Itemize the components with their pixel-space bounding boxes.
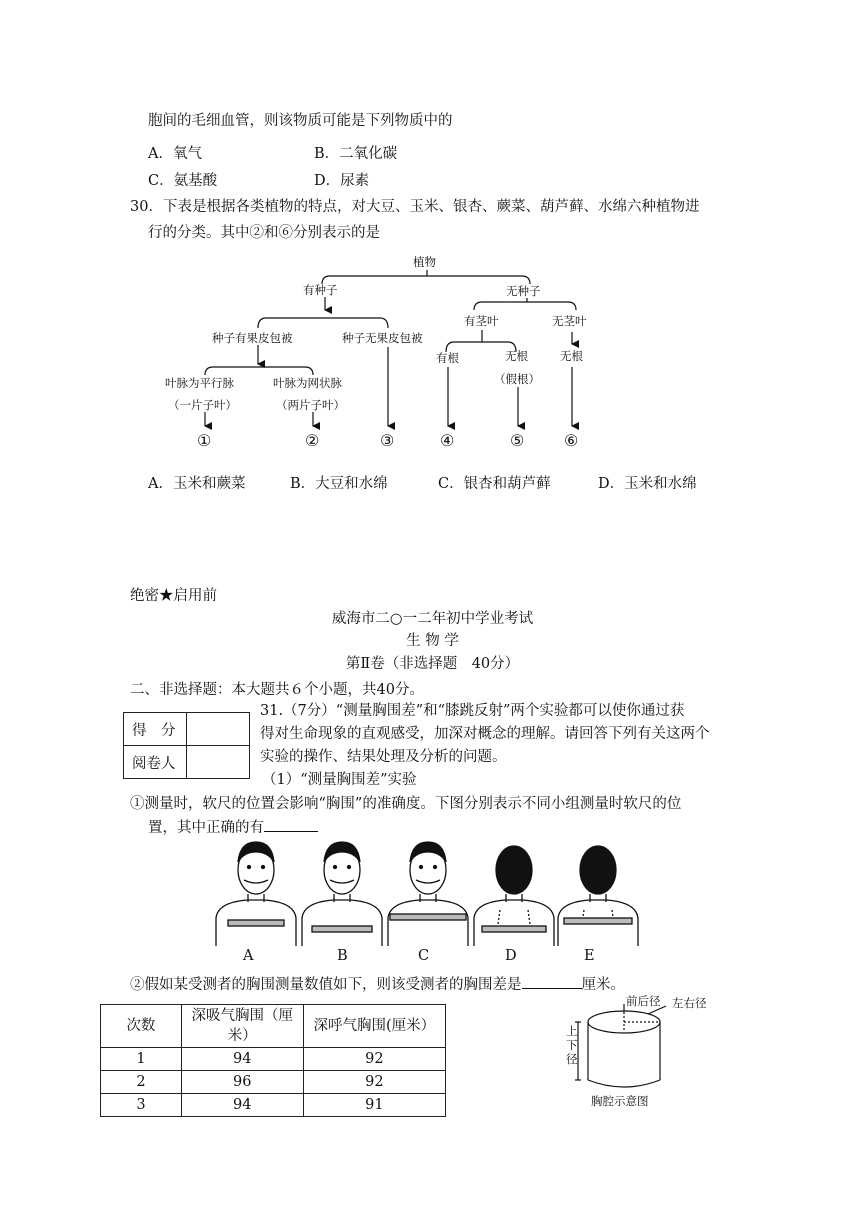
tree-noseed: 无种子 (506, 284, 541, 298)
table-cell: 91 (303, 1094, 445, 1117)
q30-stem-line2: 行的分类。其中②和⑥分别表示的是 (148, 225, 380, 241)
q31-p1-line2-text: 置，其中正确的有 (148, 820, 264, 836)
figure-a (216, 842, 296, 946)
q29-option-b: B．二氧化碳 (314, 146, 398, 162)
tree-leaf-6: ⑥ (564, 431, 579, 450)
table-header-exhale: 深呼气胸围(厘米） (303, 1005, 445, 1048)
table-row (101, 1071, 446, 1094)
table-cell: 92 (303, 1071, 445, 1094)
q31-sub1: （1）“测量胸围差”实验 (262, 772, 417, 788)
score-cell[interactable] (187, 713, 250, 746)
q29-option-d: D．尿素 (314, 173, 370, 189)
tree-parallel-note: （一片子叶） (168, 398, 237, 412)
classification-tree (0, 0, 865, 470)
left-right-label: 左右径 (672, 996, 707, 1010)
score-table (123, 712, 250, 779)
q31-p2-suffix: 厘米。 (581, 977, 625, 993)
figure-label-d: D (505, 948, 517, 964)
volume-title: 第Ⅱ卷（非选择题 40分） (345, 656, 520, 672)
table-cell: 96 (181, 1071, 303, 1094)
tree-seed: 有种子 (303, 283, 338, 297)
score-label: 得 分 (124, 713, 187, 746)
tape-measure-figure (210, 840, 640, 948)
figure-b (302, 842, 382, 946)
figure-c (388, 842, 468, 946)
q29-stem: 胞间的毛细血管，则该物质可能是下列物质中的 (148, 113, 453, 129)
table-header-count: 次数 (101, 1005, 182, 1048)
q29-option-c: C．氨基酸 (148, 173, 218, 189)
tree-fruit: 种子有果皮包被 (212, 331, 293, 345)
answer-blank-1[interactable] (264, 817, 318, 832)
table-row (101, 1048, 446, 1071)
table-row (101, 1094, 446, 1117)
figure-label-c: C (418, 948, 430, 964)
q31-p1-line2 (148, 817, 318, 838)
table-cell: 92 (303, 1048, 445, 1071)
grader-cell[interactable] (187, 746, 250, 779)
secret-mark: 绝密★启用前 (130, 588, 217, 604)
seed-brace (258, 318, 388, 328)
tree-net: 叶脉为网状脉 (273, 376, 342, 390)
front-back-label: 前后径 (626, 994, 661, 1008)
tree-leaf-2: ② (305, 431, 320, 450)
table-cell: 3 (101, 1094, 182, 1117)
exam-title: 威海市二○一二年初中学业考试 (331, 611, 534, 627)
figure-e (558, 846, 638, 946)
q30-option-c: C．银杏和葫芦藓 (438, 476, 551, 492)
tree-root-none: 无根 (560, 349, 583, 363)
q31-p1-line1: ①测量时，软尺的位置会影响“胸围”的准确度。下图分别表示不同小组测量时软尺的位 (130, 796, 682, 812)
figure-label-a: A (243, 948, 254, 964)
q30-option-d: D．玉米和水绵 (598, 476, 697, 492)
table-cell: 2 (101, 1071, 182, 1094)
tree-net-note: （两片子叶） (276, 398, 345, 412)
chest-diagram-caption: 胸腔示意图 (591, 1094, 649, 1108)
root-brace (322, 276, 530, 284)
chest-data-table (100, 1004, 446, 1117)
tree-leaf-3: ③ (380, 431, 395, 450)
tree-leaf-4: ④ (440, 431, 455, 450)
figure-d (474, 846, 554, 946)
tree-stem: 有茎叶 (464, 314, 499, 328)
table-header-inhale: 深吸气胸围（厘米） (181, 1005, 303, 1048)
q31-p2 (130, 974, 625, 995)
q31-line3: 实验的操作、结果处理及分析的问题。 (260, 749, 507, 765)
subject-title: 生 物 学 (406, 633, 459, 649)
tree-leaf-1: ① (197, 431, 212, 450)
tree-root-no: 无根 (505, 349, 528, 363)
tree-root-no-note: （假根） (494, 372, 540, 386)
q31-line1: 31.（7分）“测量胸围差”和“膝跳反射”两个实验都可以使你通过获 (260, 703, 685, 719)
tree-root: 植物 (413, 255, 436, 269)
fruit-brace (205, 367, 313, 375)
table-cell: 1 (101, 1048, 182, 1071)
figure-label-e: E (584, 948, 595, 964)
tree-nofruit: 种子无果皮包被 (342, 331, 423, 345)
table-header-row (101, 1005, 446, 1048)
table-cell: 94 (181, 1094, 303, 1117)
q31-line2: 得对生命现象的直观感受，加深对概念的理解。请回答下列有关这两个 (260, 726, 710, 742)
tree-parallel: 叶脉为平行脉 (165, 376, 234, 390)
q30-option-a: A．玉米和蕨菜 (148, 476, 246, 492)
q29-option-a: A．氧气 (148, 146, 202, 162)
q30-stem-line1: 30．下表是根据各类植物的特点，对大豆、玉米、银杏、蕨菜、葫芦藓、水绵六种植物进 (130, 199, 700, 215)
figure-label-b: B (337, 948, 348, 964)
tree-leaf-5: ⑤ (510, 431, 525, 450)
up-down-label: 上下径 (566, 1024, 578, 1066)
section2-heading: 二、非选择题：本大题共６个小题，共40分。 (130, 682, 424, 698)
table-cell: 94 (181, 1048, 303, 1071)
tree-root-yes: 有根 (436, 351, 459, 365)
answer-blank-2[interactable] (522, 974, 582, 989)
tree-nostem: 无茎叶 (552, 314, 587, 328)
grader-label: 阅卷人 (124, 746, 187, 779)
q30-option-b: B．大豆和水绵 (290, 476, 388, 492)
q31-p2-prefix: ②假如某受测者的胸围测量数值如下，则该受测者的胸围差是 (130, 977, 522, 993)
noseed-brace (474, 302, 576, 310)
